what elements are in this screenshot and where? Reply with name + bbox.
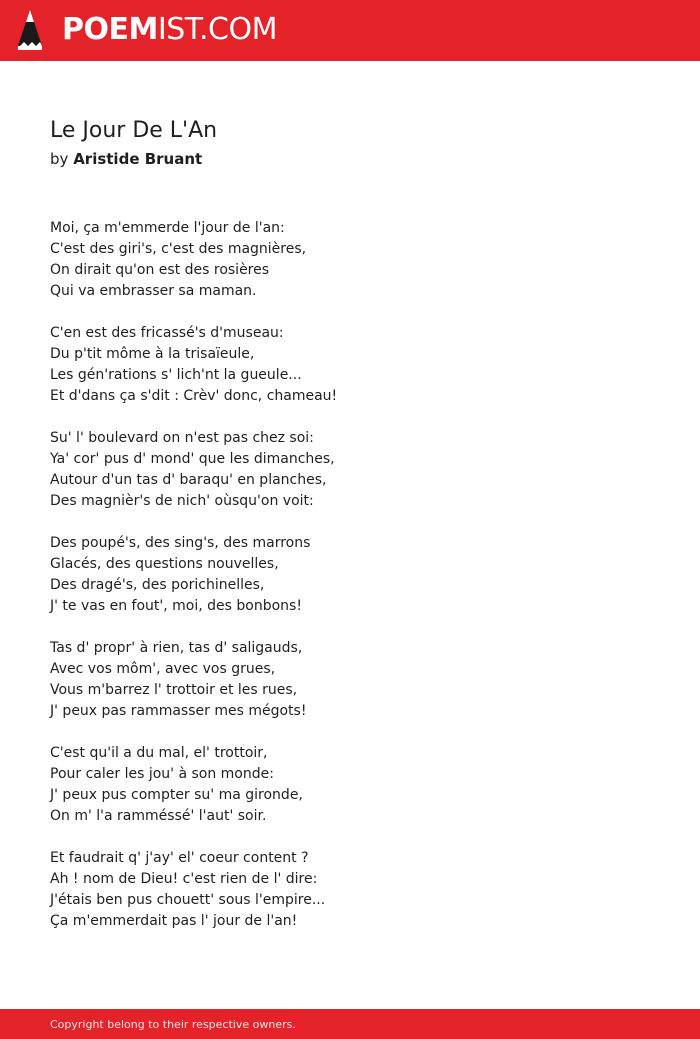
poem-line: J'étais ben pus chouett' sous l'empire... [50, 892, 326, 908]
poem-author: Aristide Bruant [73, 150, 203, 168]
poem-line: J' peux pas rammasser mes mégots! [50, 703, 307, 719]
logo-text-light: IST.COM [157, 12, 277, 47]
poem-line: Et faudrait q' j'ay' el' coeur content ? [50, 850, 309, 866]
stanza [50, 638, 650, 722]
poem-line: Avec vos môm', avec vos grues, [50, 661, 276, 677]
poem-line: Su' l' boulevard on n'est pas chez soi: [50, 430, 314, 446]
poem-line: Et d'dans ça s'dit : Crèv' donc, chameau! [50, 388, 338, 404]
poem-line: Moi, ça m'emmerde l'jour de l'an: [50, 220, 285, 236]
stanza [50, 848, 650, 932]
poem-line: C'est des giri's, c'est des magnières, [50, 241, 307, 257]
stanza [50, 323, 650, 407]
poem-line: Qui va embrasser sa maman. [50, 283, 257, 299]
poem-title: Le Jour De L'An [50, 118, 218, 143]
poem-line: Autour d'un tas d' baraqu' en planches, [50, 472, 327, 488]
pencil-icon[interactable] [17, 9, 43, 51]
poem-line: J' peux pus compter su' ma gironde, [50, 787, 303, 803]
logo-text-strong: POEM [62, 12, 158, 47]
site-header [0, 0, 700, 61]
stanza [50, 218, 650, 302]
poem-line: On m' l'a ramméssé' l'aut' soir. [50, 808, 267, 824]
poem-line: C'est qu'il a du mal, el' trottoir, [50, 745, 268, 761]
poem-line: Du p'tit môme à la trisaïeule, [50, 346, 255, 362]
copyright-text: Copyright belong to their respective owners. [50, 1018, 296, 1031]
poem-line: Glacés, des questions nouvelles, [50, 556, 279, 572]
poem-byline [50, 148, 202, 170]
site-footer [0, 1009, 700, 1039]
poem-line: J' te vas en fout', moi, des bonbons! [50, 598, 302, 614]
poem-line: Des dragé's, des porichinelles, [50, 577, 265, 593]
byline-prefix: by [50, 150, 69, 168]
poem-line: Ya' cor' pus d' mond' que les dimanches, [50, 451, 335, 467]
poem-line: C'en est des fricassé's d'museau: [50, 325, 284, 341]
stanza [50, 743, 650, 827]
site-logo[interactable] [62, 12, 277, 48]
poem-line: Ça m'emmerdait pas l' jour de l'an! [50, 913, 298, 929]
poem-line: Pour caler les jou' à son monde: [50, 766, 274, 782]
poem-line: Tas d' propr' à rien, tas d' saligauds, [50, 640, 303, 656]
poem-body [50, 218, 650, 953]
poem-line: Des poupé's, des sing's, des marrons [50, 535, 311, 551]
poem-line: Les gén'rations s' lich'nt la gueule... [50, 367, 302, 383]
poem-line: Vous m'barrez l' trottoir et les rues, [50, 682, 298, 698]
poem-line: Des magnièr's de nich' oùsqu'on voit: [50, 493, 314, 509]
poem-line: Ah ! nom de Dieu! c'est rien de l' dire: [50, 871, 318, 887]
poem-line: On dirait qu'on est des rosières [50, 262, 270, 278]
stanza [50, 428, 650, 512]
stanza [50, 533, 650, 617]
